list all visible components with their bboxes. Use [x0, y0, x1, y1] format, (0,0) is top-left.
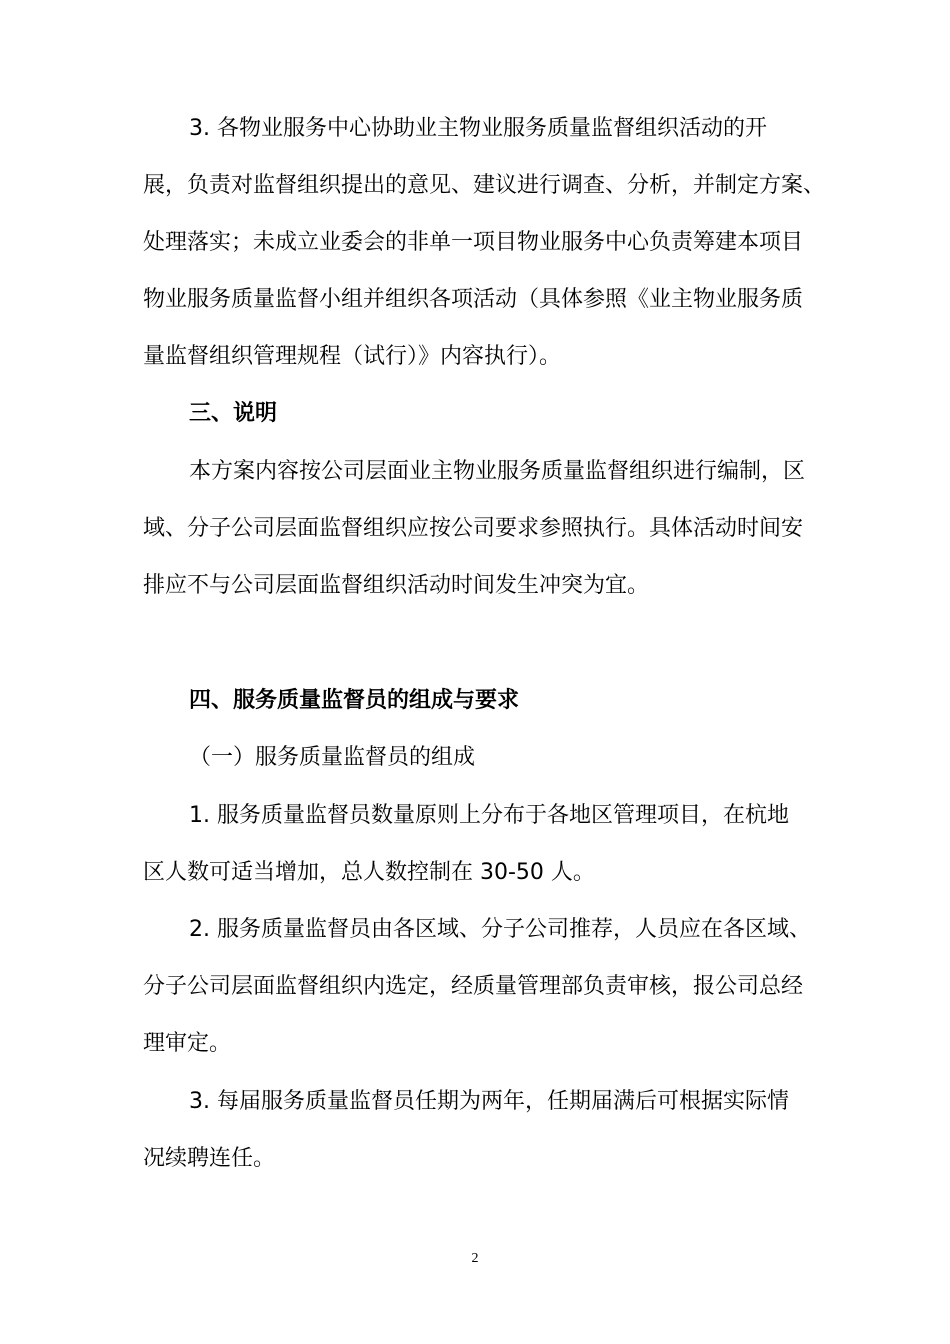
paragraph-line: 量监督组织管理规程（试行）》内容执行）。: [143, 344, 562, 369]
paragraph-line: 2. 服务质量监督员由各区域、分子公司推荐，人员应在各区域、: [189, 917, 811, 942]
section-heading: 四、服务质量监督员的组成与要求: [189, 688, 520, 713]
paragraph-line: 物业服务质量监督小组并组织各项活动（具体参照《业主物业服务质: [143, 287, 804, 312]
paragraph-line: 区人数可适当增加，总人数控制在 30-50 人。: [143, 860, 595, 885]
paragraph-line: 分子公司层面监督组织内选定，经质量管理部负责审核，报公司总经: [143, 974, 804, 999]
paragraph-line: 展，负责对监督组织提出的意见、建议进行调查、分析，并制定方案、: [143, 173, 826, 198]
paragraph-line: 3. 每届服务质量监督员任期为两年，任期届满后可根据实际情: [189, 1089, 789, 1114]
paragraph-line: 况续聘连任。: [143, 1146, 276, 1171]
paragraph-line: 排应不与公司层面监督组织活动时间发生冲突为宜。: [143, 573, 650, 598]
page-number: 2: [471, 1251, 479, 1266]
paragraph-line: 域、分子公司层面监督组织应按公司要求参照执行。具体活动时间安: [143, 516, 804, 541]
paragraph-line: 理审定。: [143, 1031, 232, 1056]
paragraph-line: 处理落实；未成立业委会的非单一项目物业服务中心负责筹建本项目: [143, 230, 804, 255]
paragraph-line: 本方案内容按公司层面业主物业服务质量监督组织进行编制，区: [189, 459, 806, 484]
paragraph-line: 3. 各物业服务中心协助业主物业服务质量监督组织活动的开: [189, 116, 767, 141]
section-heading: 三、说明: [189, 401, 278, 426]
paragraph-line: 1. 服务质量监督员数量原则上分布于各地区管理项目，在杭地: [189, 803, 789, 828]
subsection-heading: （一）服务质量监督员的组成: [189, 745, 476, 770]
